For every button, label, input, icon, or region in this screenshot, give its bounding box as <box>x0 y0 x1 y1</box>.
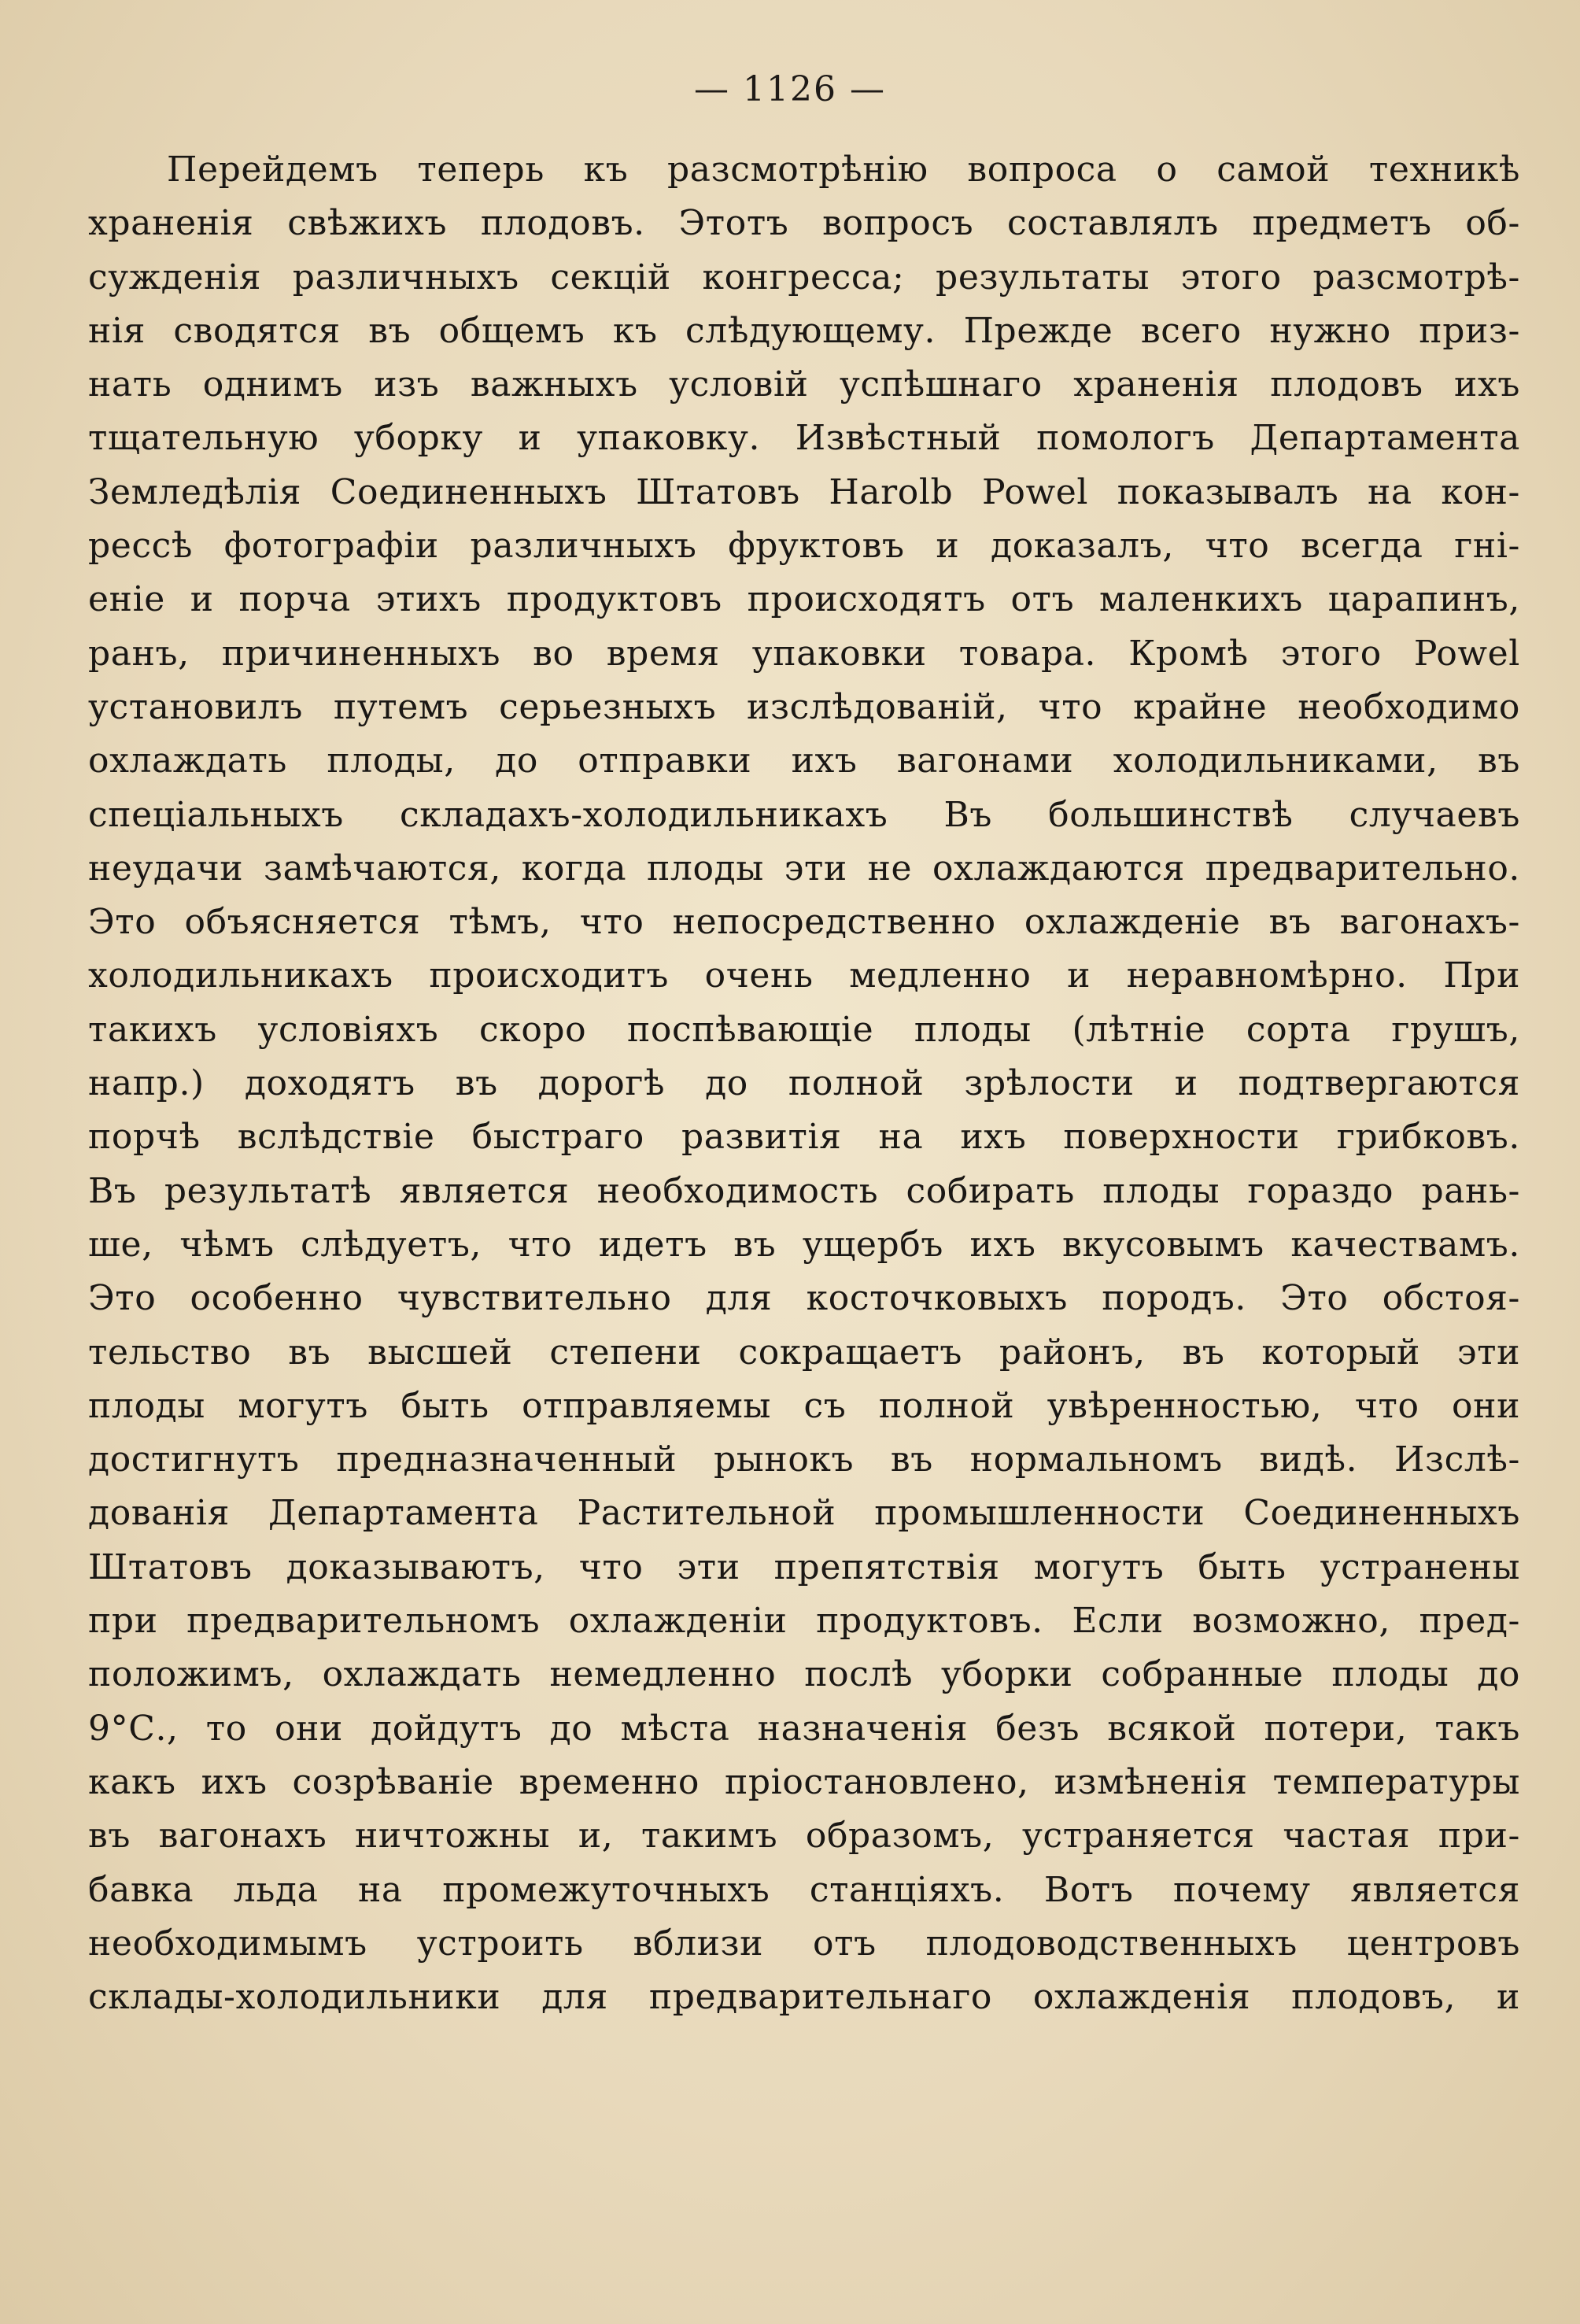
text-line: установилъ путемъ серьезныхъ изслѣдованій, что крайне необходимо <box>88 686 1520 727</box>
text-line: тельство въ высшей степени сокращаетъ районъ, въ который эти <box>88 1332 1520 1373</box>
text-line: храненія свѣжихъ плодовъ. Этотъ вопросъ составлялъ предметъ об- <box>88 203 1520 244</box>
text-line: Перейдемъ теперь къ разсмотрѣнію вопроса о самой техникѣ <box>167 150 1520 190</box>
text-line: охлаждать плоды, до отправки ихъ вагонами холодильниками, въ <box>88 741 1520 781</box>
text-line: нать однимъ изъ важныхъ условій успѣшнаго храненія плодовъ ихъ <box>88 364 1520 405</box>
text-line: порчѣ вслѣдствіе быстраго развитія на ихъ поверхности грибковъ. <box>88 1117 1520 1158</box>
text-line: неудачи замѣчаются, когда плоды эти не охлаждаются предварительно. <box>88 848 1520 889</box>
text-line: въ вагонахъ ничтожны и, такимъ образомъ, устраняется частая при- <box>88 1816 1520 1857</box>
text-line: тщательную уборку и упаковку. Извѣстный помологъ Департамента <box>88 418 1520 459</box>
text-line: сужденія различныхъ секцій конгресса; результаты этого разсмотрѣ- <box>88 257 1520 297</box>
text-line: дованія Департамента Растительной промышленности Соединенныхъ <box>88 1493 1520 1534</box>
text-line: Земледѣлія Соединенныхъ Штатовъ Harolb Powel показывалъ на кон- <box>88 471 1520 512</box>
text-line: холодильникахъ происходитъ очень медленно и неравномѣрно. При <box>88 955 1520 996</box>
text-line: плоды могутъ быть отправляемы съ полной увѣренностью, что они <box>88 1385 1520 1426</box>
text-line: положимъ, охлаждать немедленно послѣ уборки собранные плоды до <box>88 1654 1520 1695</box>
text-line: 9°С., то они дойдутъ до мѣста назначенія безъ всякой потери, такъ <box>88 1708 1520 1749</box>
text-line: склады-холодильники для предварительнаго охлажденія плодовъ, и <box>88 1977 1520 2018</box>
text-line: спеціальныхъ складахъ-холодильникахъ Въ большинствѣ случаевъ <box>88 794 1520 835</box>
text-line: достигнутъ предназначенный рынокъ въ нормальномъ видѣ. Изслѣ- <box>88 1439 1520 1480</box>
text-line: нія сводятся въ общемъ къ слѣдующему. Прежде всего нужно приз- <box>88 310 1520 351</box>
text-line: необходимымъ устроить вблизи отъ плодоводственныхъ центровъ <box>88 1923 1520 1964</box>
text-line: бавка льда на промежуточныхъ станціяхъ. Вотъ почему является <box>88 1869 1520 1910</box>
text-line: рессѣ фотографіи различныхъ фруктовъ и доказалъ, что всегда гні- <box>88 526 1520 567</box>
text-line: Это особенно чувствительно для косточковыхъ породъ. Это обстоя- <box>88 1278 1520 1319</box>
text-line: Штатовъ доказываютъ, что эти препятствія могутъ быть устранены <box>88 1546 1520 1587</box>
text-line: ше, чѣмъ слѣдуетъ, что идетъ въ ущербъ ихъ вкусовымъ качествамъ. <box>88 1224 1520 1265</box>
text-line: еніе и порча этихъ продуктовъ происходятъ отъ маленкихъ царапинъ, <box>88 579 1520 620</box>
page-number: — 1126 — <box>694 69 886 109</box>
body-text <box>88 143 1520 2024</box>
text-line: какъ ихъ созрѣваніе временно пріостановлено, измѣненія температуры <box>88 1761 1520 1802</box>
text-line: при предварительномъ охлажденіи продуктовъ. Если возможно, пред- <box>88 1601 1520 1642</box>
text-line: Въ результатѣ является необходимость собирать плоды гораздо рань- <box>88 1170 1520 1211</box>
text-line: ранъ, причиненныхъ во время упаковки товара. Кромѣ этого Powel <box>88 633 1520 674</box>
text-line: Это объясняется тѣмъ, что непосредственно охлажденіе въ вагонахъ- <box>88 902 1520 943</box>
text-line: такихъ условіяхъ скоро поспѣвающіе плоды (лѣтніе сорта грушъ, <box>88 1009 1520 1050</box>
text-line: напр.) доходятъ въ дорогѣ до полной зрѣлости и подтвергаются <box>88 1063 1520 1104</box>
